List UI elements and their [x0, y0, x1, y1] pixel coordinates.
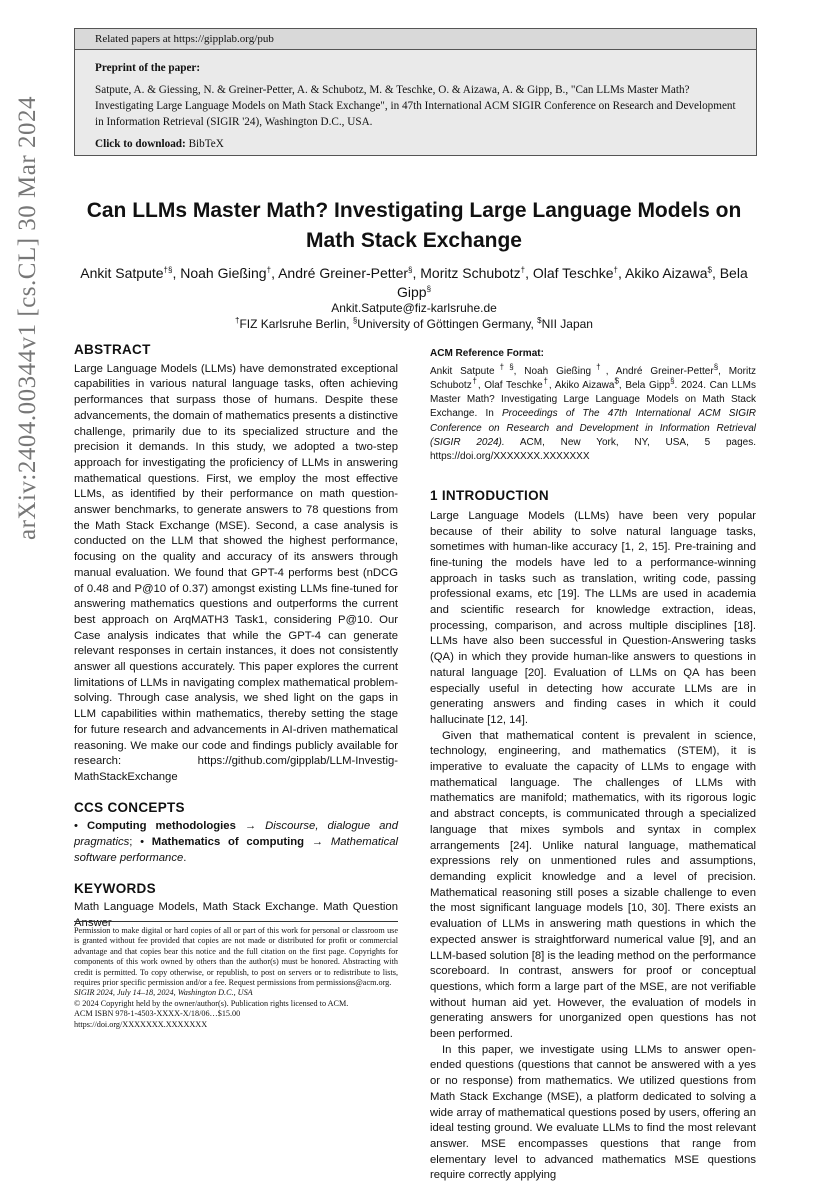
ccs-concept: Mathematics of computing: [151, 836, 305, 849]
copyright-line: © 2024 Copyright held by the owner/author(s). Publication rights licensed to ACM.: [74, 998, 349, 1008]
right-column: [430, 346, 756, 1184]
paper-title: Can LLMs Master Math? Investigating Large Language Models on Math Stack Exchange: [86, 199, 742, 252]
author-mark: §: [408, 265, 413, 275]
ref-author: , Olaf Teschke: [477, 379, 543, 391]
ref-author: Ankit Satpute: [430, 365, 495, 377]
ccs-sep: ; •: [129, 836, 152, 849]
affil-mark: $: [537, 316, 542, 325]
ccs-concept: Computing methodologies: [86, 820, 236, 833]
author-mark: $: [707, 265, 712, 275]
author: , Akiko Aizawa: [617, 265, 708, 281]
footnote-rule: [74, 921, 398, 922]
ccs-subconcept: Discourse, dialogue and pragmatics: [74, 820, 398, 849]
ref-mark: †: [542, 376, 549, 386]
affil: FIZ Karlsruhe Berlin,: [239, 317, 353, 331]
intro-paragraph-3: In this paper, we investigate using LLMs to answer open-ended questions (questions that cannot be answered with a yes or no response) from mathematics. We utilized questions from Math Stack Exchange (MSE), a platform dedicated to solving a wide array of mathematical questions posed by users, offering an ideal testing ground. We evaluate LLMs to find the most relevant answer. MSE encompasses questions that range from elementary level to advanced mathematics MSE questions require correctly applying: [430, 1043, 756, 1182]
doi-link[interactable]: https://doi.org/XXXXXXX.XXXXXXX: [74, 1019, 208, 1029]
preprint-citation: Satpute, A. & Giessing, N. & Greiner-Petter, A. & Schubotz, M. & Teschke, O. & Aizawa, A. & Gipp, B., "Can LLMs Master Math? Investigating Large Language Models on Math Stack Exchange", in 47th International ACM SIGIR Conference on Research and Development in Information Retrieval (SIGIR '24), Washington D.C., USA.: [95, 84, 736, 128]
preprint-label: Preprint of the paper:: [95, 62, 201, 74]
intro-paragraph-2: Given that mathematical content is prevalent in science, technology, engineering, and mathematics (STEM), it is imperative to evaluate the capacity of LLMs to engage with mathematical language. The challenges of LLMs with mathematics are manifold; mathematics, with its rigorous logic and abstract concepts, is communicated through a specialized language that mixes symbols and syntax in complex arrangements [24]. Unlike natural language, mathematical expressions rely on unmentioned rules and assumptions, demanding explicit knowledge and a level of precision. Mathematical reasoning still poses a sizable challenge to even the most significant language models [10, 30]. There exists an evaluation of LLMs in answering math questions in which the expected answer is straightforward numerical value [9], and an LLM-based solution [8] is the leading method on the performance scoreboard. In contrast, answers for proof or conceptual questions, which form a large part of the MSE, are not verifiable without human aid yet. However, the evaluation of models in generating answers for unorganized open questions has not been performed.: [430, 729, 756, 1041]
acm-ref-heading: ACM Reference Format:: [430, 348, 544, 359]
ref-proceedings: Proceedings of The 47th International ACM SIGIR Conference on Research and Development in Information Retrieval (SIGIR 2024).: [430, 408, 756, 448]
keywords-heading: KEYWORDS: [74, 880, 156, 896]
bibtex-link[interactable]: BibTeX: [188, 138, 224, 150]
ref-mark: §: [713, 362, 719, 372]
permission-footnote: [74, 926, 398, 1030]
venue-line: [74, 988, 398, 998]
left-column: [74, 342, 398, 932]
affiliations: [72, 317, 756, 331]
ccs-bullet: •: [74, 820, 87, 833]
author: , Noah Gießing: [172, 265, 267, 281]
isbn-line: ACM ISBN 978-1-4503-XXXX-X/18/06…$15.00: [74, 1009, 241, 1019]
ccs-end: .: [183, 851, 187, 864]
arxiv-sidebar-stamp: arXiv:2404.00344v1 [cs.CL] 30 Mar 2024: [14, 96, 41, 540]
ref-mark: †§: [494, 362, 514, 372]
ref-mark: †: [591, 362, 606, 372]
author: , Olaf Teschke: [525, 265, 614, 281]
intro-paragraph-1: Large Language Models (LLMs) have been very popular because of their ability to solve natural language tasks, sometimes with human-like accuracy [1, 2, 15]. Pre-training and fine-tuning the models have led to a performance-winning approach in tasks such as translation, writing code, passing professional exams, etc [19]. The LLMs are used in academia and scientific research for knowledge extraction, ideas, processing, comparison, and across multiple disciplines [18]. LLMs have also been successful in Question-Answering tasks (QA) in which they provide human-like answers to questions in natural language [20]. Evaluation of LLMs on QA has been especially useful in detecting how accurate LLMs are in generating answers and finding cases in which it could hallucinate [12, 14].: [430, 509, 756, 726]
ref-author: , Moritz Schubotz: [430, 365, 757, 391]
author-mark: †§: [163, 265, 173, 275]
abstract-text: Large Language Models (LLMs) have demonstrated exceptional capabilities in various natural language tasks, often achieving performances that surpass those of humans. Despite these advancements, the domain of mathematics presents a distinctive challenge, primarily due to its specialized structure and the precision it demands. In this study, we adopted a two-step approach for investigating the proficiency of LLMs in answering mathematical questions. First, we employ the most effective LLMs, as identified by their performance on math question-answer benchmarks, to generate answers to 78 questions from the Math Stack Exchange (MSE). Second, a case analysis is conducted on the LLM that showed the highest performance, focusing on the quality and accuracy of its answers through manual evaluation. We found that GPT-4 performs best (nDCG of 0.48 and P@10 of 0.37) amongst existing LLMs fine-tuned for answering mathematics questions and outperforms the current best approach on ArqMATH3 Task1, considering P@10. Our Case analysis indicates that while the GPT-4 can generate relevant responses in certain instances, it does not consistently answer all questions accurately. This paper explores the current limitations of LLMs in navigating complex mathematical problem-solving. Through case analysis, we shed light on the gaps in LLM capabilities within mathematics, thereby setting the stage for future research and advancements in AI-driven mathematical reasoning. We make our code and findings publicly available for research: https://github.com/gipplab/LLM-Investig-MathStackExchange: [74, 362, 399, 783]
ccs-subconcept: Mathematical software performance: [74, 836, 399, 864]
arrow: →: [304, 836, 331, 849]
permission-text: Permission to make digital or hard copies of all or part of this work for personal or classroom use is granted without fee provided that copies are not made or distributed for profit or commercial advantage and that copies bear this notice and the full citation on the first page. Copyrights for components of this work owned by others than the author(s) must be honored. Abstracting with credit is permitted. To copy otherwise, or republish, to post on servers or to redistribute to lists, requires prior specific permission and/or a fee. Request permissions from permissions@acm.org.: [74, 926, 398, 988]
author: , Moritz Schubotz: [412, 265, 521, 281]
author: , Bela Gipp: [396, 265, 748, 300]
related-papers-link[interactable]: Related papers at https://gipplab.org/pub: [75, 29, 756, 50]
ref-author: , Bela Gipp: [618, 379, 671, 391]
ccs-heading: CCS CONCEPTS: [74, 799, 185, 815]
author: Ankit Satpute: [80, 265, 164, 281]
ref-author: , Akiko Aizawa: [548, 379, 615, 391]
affil-mark: †: [235, 316, 240, 325]
download-label: Click to download:: [95, 138, 186, 150]
arrow: →: [235, 820, 266, 833]
ref-author: , André Greiner-Petter: [605, 365, 714, 377]
ref-body: . 2024. Can LLMs Master Math? Investigating Large Language Models on Math Stack Exchange. In: [430, 379, 757, 420]
download-line: [95, 136, 736, 152]
ccs-text: [74, 819, 398, 866]
acm-reference: [430, 362, 757, 464]
affil: NII Japan: [541, 317, 593, 331]
ref-mark: †: [471, 376, 478, 386]
affil-mark: §: [352, 316, 358, 325]
author: , André Greiner-Petter: [271, 265, 409, 281]
author-mark: †: [266, 265, 272, 275]
intro-heading: 1 INTRODUCTION: [430, 488, 549, 504]
ref-mark: $: [614, 376, 619, 386]
author-mark: †: [613, 265, 618, 275]
author-mark: §: [426, 284, 432, 294]
abstract-heading: ABSTRACT: [74, 342, 151, 357]
keywords-text: Math Language Models, Math Stack Exchange. Math Question Answer: [74, 901, 398, 929]
author-email: Ankit.Satpute@fiz-karlsruhe.de: [331, 301, 497, 315]
author-list: [72, 264, 756, 302]
author-mark: †: [520, 265, 526, 275]
venue: SIGIR 2024, July 14–18, 2024, Washington D.C., USA: [74, 988, 253, 998]
affil: University of Göttingen Germany,: [357, 317, 538, 331]
ref-tail: ACM, New York, NY, USA, 5 pages. https://doi.org/XXXXXXX.XXXXXXX: [430, 436, 756, 462]
ref-mark: §: [670, 376, 675, 386]
ref-author: , Noah Gießing: [513, 365, 592, 377]
preprint-banner: [74, 28, 757, 156]
